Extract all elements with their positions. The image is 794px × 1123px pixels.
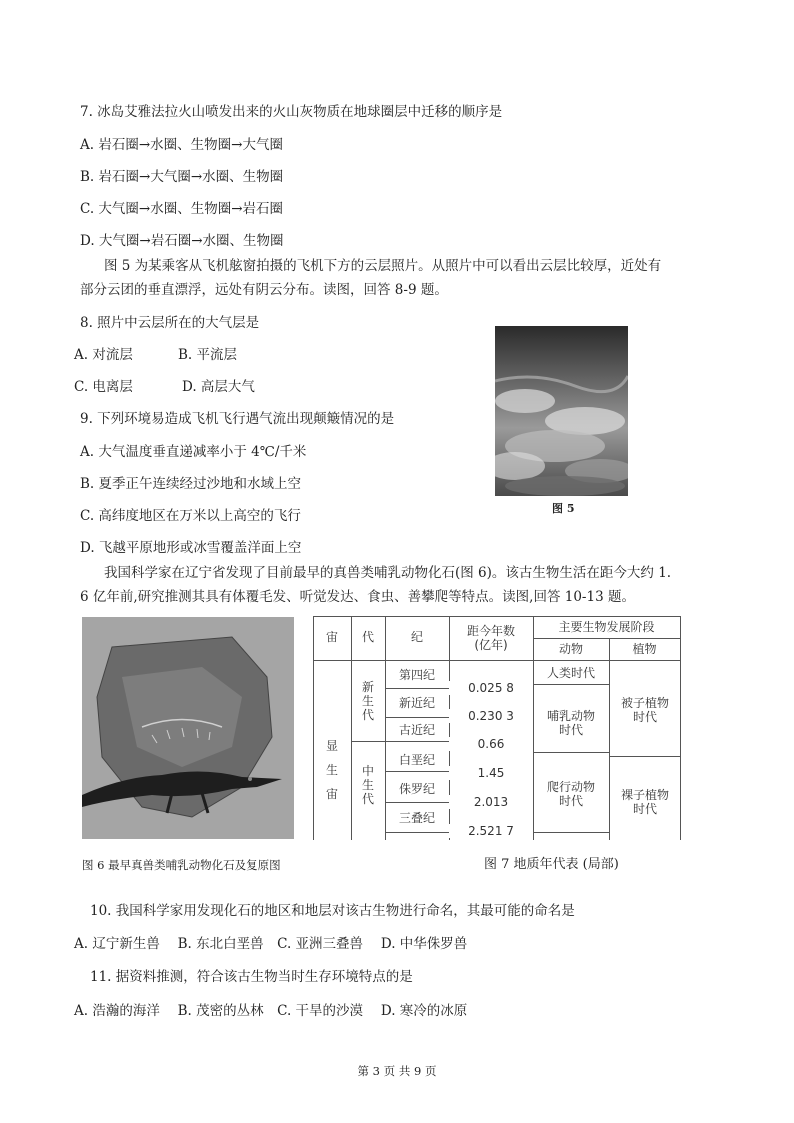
- age-5: 2.521 7: [449, 824, 533, 838]
- age-3: 1.45: [449, 766, 533, 780]
- q8-option-a: A. 对流层: [74, 347, 133, 363]
- age-4: 2.013: [449, 795, 533, 809]
- period-cretaceous: 白垩纪: [398, 753, 435, 767]
- q8-stem: 8. 照片中云层所在的大气层是: [80, 315, 260, 331]
- cloud-photo-image: [495, 326, 628, 496]
- q9-option-c: C. 高纬度地区在万米以上高空的飞行: [80, 508, 301, 524]
- header-age: 距今年数: [466, 624, 515, 638]
- header-eon: 宙: [325, 630, 338, 644]
- age-1: 0.230 3: [449, 709, 533, 723]
- q11-options: A. 浩瀚的海洋 B. 茂密的丛林 C. 干旱的沙漠 D. 寒冷的冰原: [74, 1003, 468, 1019]
- animal-stage-mammal: 哺乳动物时代: [546, 709, 595, 737]
- period-triassic: 三叠纪: [398, 811, 435, 825]
- q10-stem: 10. 我国科学家用发现化石的地区和地层对该古生物进行命名，其最可能的命名是: [90, 903, 575, 919]
- period-neogene: 新近纪: [398, 696, 435, 710]
- period-quaternary: 第四纪: [398, 668, 435, 682]
- period-jurassic: 侏罗纪: [398, 782, 435, 796]
- figure-6-fossil-image: [82, 617, 294, 839]
- figure-5-caption: 图 5: [552, 502, 575, 515]
- q10-options: A. 辽宁新生兽 B. 东北白垩兽 C. 亚洲三叠兽 D. 中华侏罗兽: [74, 936, 468, 952]
- page-footer: 第 3 页 共 9 页: [357, 1064, 437, 1078]
- era-mesozoic: 中生代: [361, 764, 374, 806]
- q9-option-d: D. 飞越平原地形或冰雪覆盖洋面上空: [80, 540, 302, 556]
- intro2-line2: 6 亿年前,研究推测其具有体覆毛发、听觉发达、食虫、善攀爬等特点。读图,回答 10-13 题。: [80, 589, 635, 605]
- intro1-line1: 图 5 为某乘客从飞机舷窗拍摄的飞机下方的云层照片。从照片中可以看出云层比较厚，近处有: [104, 258, 662, 274]
- intro2-line1: 我国科学家在辽宁省发现了目前最早的真兽类哺乳动物化石(图 6)。该古生物生活在距今大约 1.: [104, 565, 672, 581]
- figure-6-caption: 图 6 最早真兽类哺乳动物化石及复原图: [82, 858, 281, 872]
- q9-stem: 9. 下列环境易造成飞机飞行遇气流出现颠簸情况的是: [80, 411, 395, 427]
- q9-option-b: B. 夏季正午连续经过沙地和水域上空: [80, 476, 302, 492]
- q9-option-a: A. 大气温度垂直递减率小于 4℃/千米: [80, 444, 307, 460]
- fossil-illustration: [82, 617, 294, 839]
- period-paleogene: 古近纪: [398, 723, 435, 737]
- plant-stage-gymnosperm: 裸子植物时代: [620, 788, 669, 816]
- header-era: 代: [361, 630, 374, 644]
- era-cenozoic: 新生代: [361, 680, 374, 722]
- q8-option-d: D. 高层大气: [182, 379, 255, 395]
- eon-phanerozoic: 显生宙: [325, 739, 338, 801]
- q8-option-c: C. 电离层: [74, 379, 133, 395]
- header-stage: 主要生物发展阶段: [558, 620, 655, 634]
- figure-5-cloud-photo: [495, 326, 628, 496]
- q7-stem: 7. 冰岛艾雅法拉火山喷发出来的火山灰物质在地球圈层中迁移的顺序是: [80, 104, 503, 120]
- header-period: 纪: [410, 630, 423, 644]
- intro1-line2: 部分云团的垂直漂浮，远处有阴云分布。读图，回答 8-9 题。: [80, 282, 448, 298]
- figure-7-geologic-time-table: [313, 616, 681, 840]
- age-2: 0.66: [449, 737, 533, 751]
- q8-option-b: B. 平流层: [178, 347, 238, 363]
- figure-7-caption: 图 7 地质年代表 (局部): [484, 857, 619, 872]
- header-plant: 植物: [632, 642, 657, 656]
- plant-stage-angiosperm: 被子植物时代: [620, 696, 669, 724]
- q7-option-d: D. 大气圈→岩石圈→水圈、生物圈: [80, 233, 284, 249]
- q7-option-a: A. 岩石圈→水圈、生物圈→大气圈: [80, 137, 283, 153]
- header-animal: 动物: [558, 642, 583, 656]
- animal-stage-human: 人类时代: [546, 666, 595, 680]
- q7-option-b: B. 岩石圈→大气圈→水圈、生物圈: [80, 169, 284, 185]
- q7-option-c: C. 大气圈→水圈、生物圈→岩石圈: [80, 201, 284, 217]
- animal-stage-reptile: 爬行动物时代: [546, 780, 595, 808]
- age-0: 0.025 8: [449, 681, 533, 695]
- q11-stem: 11. 据资料推测，符合该古生物当时生存环境特点的是: [90, 969, 413, 985]
- header-age-unit: (亿年): [474, 638, 508, 652]
